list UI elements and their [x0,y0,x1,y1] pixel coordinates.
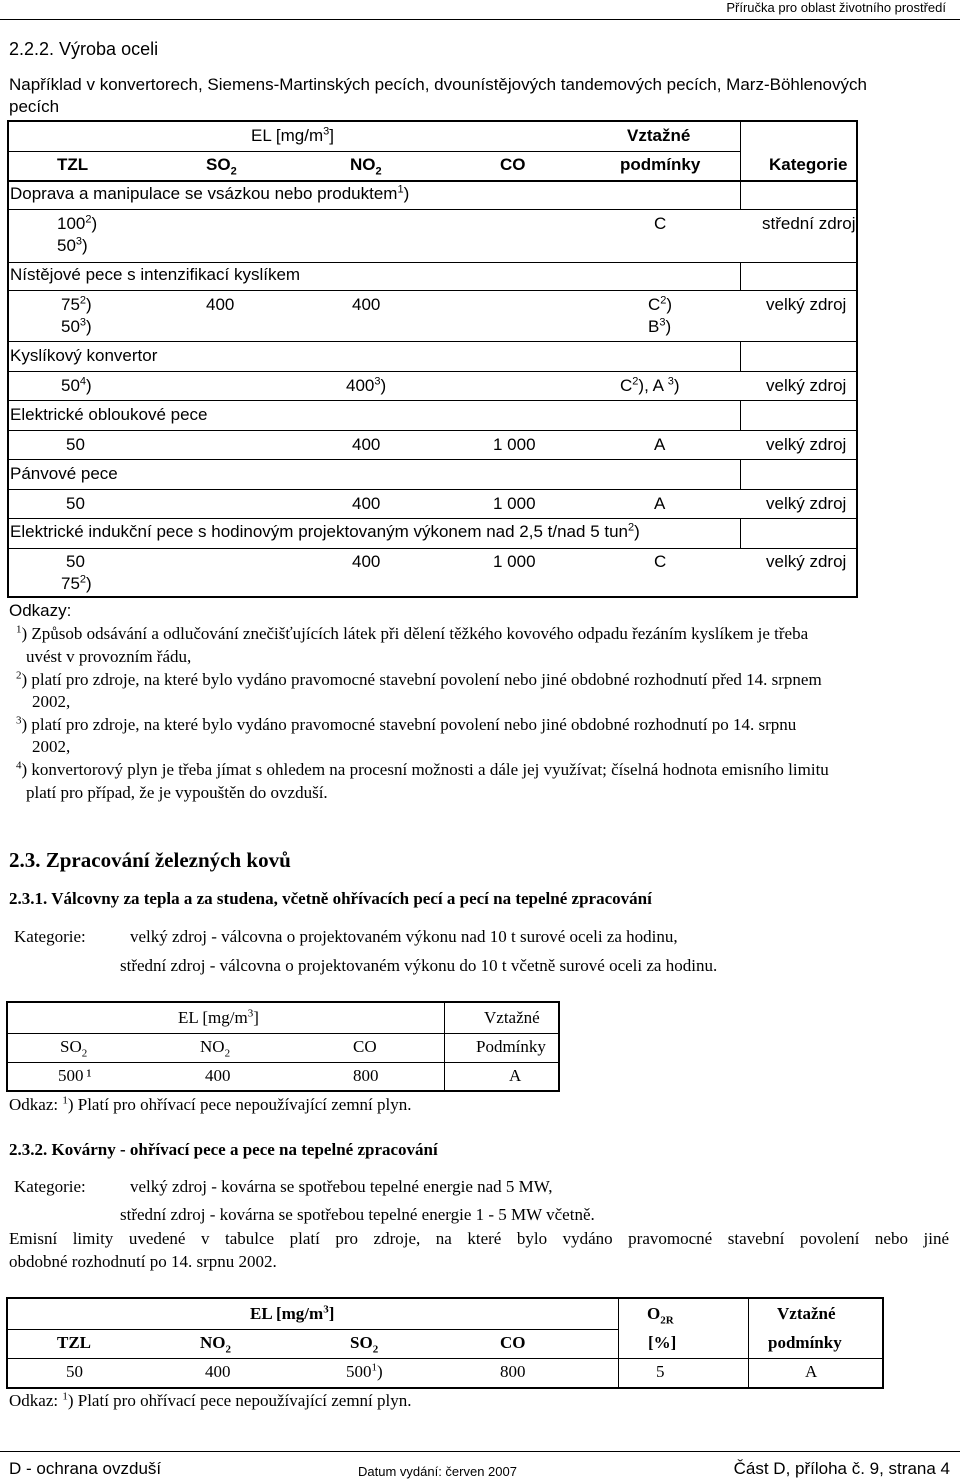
r3-no2: $400^3$) [346,375,387,395]
t231-v-so2: 500 ¹ [58,1066,92,1085]
t232-so2: $SO_2$ [350,1333,379,1356]
r2-cond-b: $B^3$) [648,316,672,336]
kategorie-231-stredni: střední zdroj - válcovna o projektovaném výkonu do 10 t včetně surové oceli za hodinu. [120,956,718,975]
note-2-line-2: 2002, [32,692,71,711]
r4-cat: velký zdroj [766,435,847,454]
r5-cat: velký zdroj [766,494,847,513]
r2-cond-a: $C^2$) [648,294,673,314]
r4-co: 1 000 [493,435,536,454]
note-4-line-1: $^4$) konvertorový plyn je třeba jímat s ohledem na procesní možnosti a dále jej využívat; číselná hodnota emisního limitu [16,759,829,779]
t232-pct: [%] [648,1333,677,1352]
r2-cat: velký zdroj [766,295,847,314]
note-2-line-1: $^2$) platí pro zdroje, na které bylo vydáno pravomocné stavební povolení nebo jiné obdobné rozhodnutí před 14. srpnem [16,669,822,689]
intro-line-2: pecích [9,97,60,116]
r2-no2: 400 [352,295,381,314]
kategorie-232-velky: velký zdroj - kovárna se spotřebou tepelné energie nad 5 MW, [130,1177,553,1196]
odkaz-231: Odkaz: $^1$) Platí pro ohřívací pece nepoužívající zemní plyn. [9,1094,412,1114]
t232-vztazne: Vztažné [777,1304,836,1323]
r6-cond: C [654,552,667,571]
header-rule [0,19,960,20]
section-heading-2-3-2: 2.3.2. Kovárny - ohřívací pece a pece na tepelné zpracování [9,1140,438,1159]
t232-podminky: podmínky [768,1333,842,1352]
t231-v-no2: 400 [205,1066,231,1085]
notes-title: Odkazy: [9,601,72,620]
co-header: CO [500,155,526,174]
el-header: EL $[mg/m^3]$ [251,125,334,145]
row-label-panvove: Pánvové pece [10,464,118,483]
r2-so2: 400 [206,295,235,314]
note-3-line-2: 2002, [32,737,71,756]
podminky-header: podmínky [620,155,701,174]
r6-no2: 400 [352,552,381,571]
odkaz-232: Odkaz: $^1$) Platí pro ohřívací pece nepoužívající zemní plyn. [9,1390,412,1410]
tzl-header: TZL [57,155,89,174]
emise-line-2: obdobné rozhodnutí po 14. srpnu 2002. [9,1252,277,1271]
vztazne-header: Vztažné [627,126,691,145]
t232-v-tzl: 50 [66,1362,83,1381]
footer-left: D - ochrana ovzduší [9,1459,162,1478]
t232-el-header: EL $[mg/m^3]$ [250,1303,335,1323]
t231-el-header: EL $[mg/m^3]$ [178,1007,259,1027]
r4-no2: 400 [352,435,381,454]
section-heading-2-3: 2.3. Zpracování železných kovů [9,848,291,872]
r6-tzl-b: $75^2$) [61,573,92,593]
r2-tzl-b: $50^3$) [61,316,92,336]
note-3-line-1: $^3$) platí pro zdroje, na které bylo vydáno pravomocné stavební povolení nebo jiné obdobné rozhodnutí po 14. srpnu [16,714,797,734]
t231-podminky: Podmínky [476,1037,546,1056]
section-heading-2-3-1: 2.3.1. Válcovny za tepla a za studena, včetně ohřívacích pecí a pecí na tepelné zpracování [9,889,652,908]
footer-center: Datum vydání: červen 2007 [358,1464,517,1479]
r5-no2: 400 [352,494,381,513]
emise-line-1: Emisní limity uvedené v tabulce platí pro zdroje, na které bylo vydáno pravomocné stavební povolení nebo jiné [9,1229,949,1248]
t232-no2: $NO_2$ [200,1333,231,1356]
t231-co: CO [353,1037,377,1056]
t231-v-co: 800 [353,1066,379,1085]
r5-tzl: 50 [66,494,85,513]
t232-tzl: TZL [57,1333,92,1352]
footer-right: Část D, příloha č. 9, strana 4 [733,1459,950,1478]
t232-co: CO [500,1333,526,1352]
kategorie-label-232: Kategorie: [14,1177,86,1196]
running-header: Příručka pro oblast životního prostředí [726,0,946,15]
section-heading-2-2-2: 2.2.2. Výroba oceli [9,39,159,59]
footer-rule [0,1451,960,1452]
r4-tzl: 50 [66,435,85,454]
r1-tzl-a: $100^2$) [57,213,98,233]
note-1-line-1: $^1$) Způsob odsávání a odlučování znečišťujících látek při dělení těžkého kovového odpadu řezáním kyslíkem je třeba [16,623,809,643]
r2-tzl-a: $75^2$) [61,294,92,314]
t231-so2: $SO_2$ [60,1037,88,1060]
r1-cond: C [654,214,667,233]
row-label-obloukove: Elektrické obloukové pece [10,405,208,424]
table-232 [6,1297,884,1389]
row-label-indukcni: Elektrické indukční pece s hodinovým projektovaným výkonem nad 2,5 t/nad 5 tun$^2$) [10,521,640,541]
no2-header: $NO_2$ [350,155,382,178]
so2-header: $SO_2$ [206,155,237,178]
kategorie-header: Kategorie [769,155,848,174]
r1-cat: střední zdroj [762,214,856,233]
t232-v-no2: 400 [205,1362,231,1381]
t232-v-cond: A [805,1362,818,1381]
t232-v-co: 800 [500,1362,526,1381]
t232-v-o2: 5 [656,1362,665,1381]
t231-no2: $NO_2$ [200,1037,231,1060]
note-1-line-2: uvést v provozním řádu, [26,647,192,666]
row-label-doprava: Doprava a manipulace se vsázkou nebo produktem$^1$) [10,183,410,203]
r5-co: 1 000 [493,494,536,513]
kategorie-231-velky: velký zdroj - válcovna o projektovaném výkonu nad 10 t surové oceli za hodinu, [130,927,678,946]
kategorie-label-231: Kategorie: [14,927,86,946]
r1-tzl-b: $50^3$) [57,235,88,255]
note-4-line-2: platí pro případ, že je vypouštěn do ovzduší. [26,783,328,802]
r6-cat: velký zdroj [766,552,847,571]
intro-line-1: Například v konvertorech, Siemens-Martinských pecích, dvounístějových tandemových pecích, Marz-Böhlenových [9,75,867,94]
r3-cond: $C^2$), A $^3$) [620,375,680,395]
t231-v-cond: A [509,1066,522,1085]
kategorie-232-stredni: střední zdroj - kovárna se spotřebou tepelné energie 1 - 5 MW včetně. [120,1205,595,1224]
r5-cond: A [654,494,666,513]
r6-co: 1 000 [493,552,536,571]
r6-tzl-a: 50 [66,552,85,571]
t231-vztazne: Vztažné [484,1008,540,1027]
t232-v-so2: $500^1$) [346,1361,383,1381]
r4-cond: A [654,435,666,454]
r3-cat: velký zdroj [766,376,847,395]
row-label-nistejove: Nístějové pece s intenzifikací kyslíkem [10,265,301,284]
r3-tzl: $50^4$) [61,375,92,395]
row-label-kyslikovy: Kyslíkový konvertor [10,346,158,365]
t232-o2r-header: $O_{2R}$ [647,1304,674,1327]
